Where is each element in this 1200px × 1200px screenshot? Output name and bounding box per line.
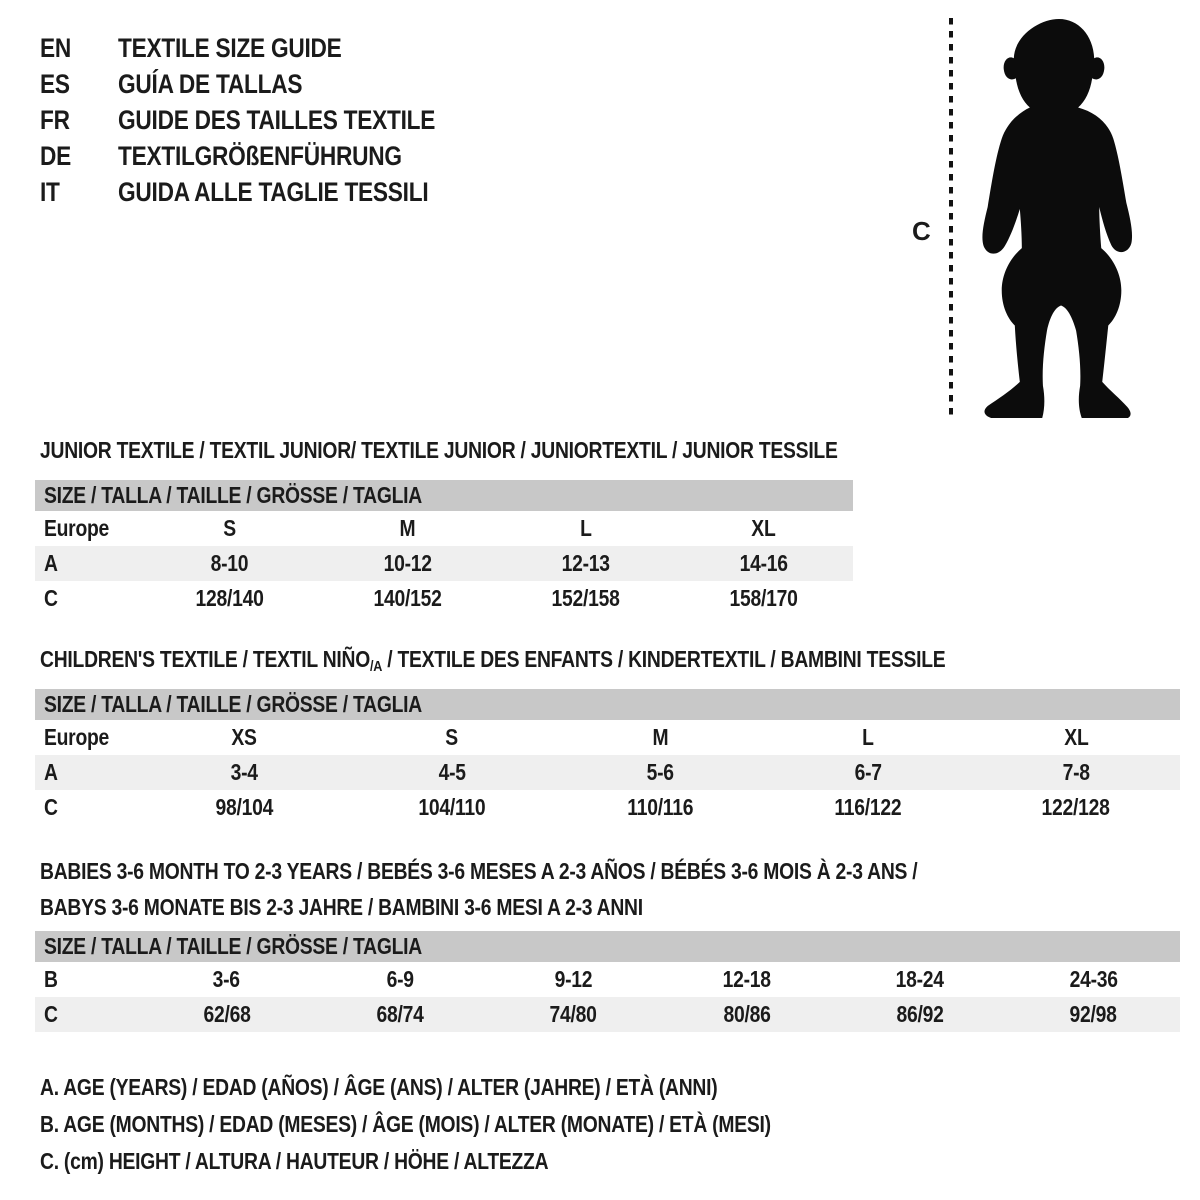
junior-section-title: [40, 436, 990, 464]
size-cell: [764, 724, 972, 751]
cell-value: 18-24: [895, 966, 945, 992]
row-label: B: [44, 966, 58, 992]
cell-value: 140/152: [373, 585, 442, 611]
row-label-cell: [35, 966, 140, 993]
junior-size-table: [35, 480, 853, 616]
children-section-title-text: [40, 645, 945, 681]
cell-value: 3-4: [230, 759, 258, 785]
cell-value: 98/104: [215, 794, 273, 820]
cell-value: 4-5: [438, 759, 466, 785]
height-cm-row: [35, 790, 1180, 825]
row-label: C: [44, 794, 58, 820]
cell-value: 10-12: [383, 550, 432, 576]
value-cell: [140, 759, 348, 786]
value-cell: [140, 550, 318, 577]
cell-value: 14-16: [739, 550, 788, 576]
language-code-text: ES: [40, 68, 70, 99]
value-cell: [1007, 966, 1180, 993]
age-years-row: [35, 755, 1180, 790]
guide-title: [118, 69, 337, 100]
size-name-row: [35, 720, 1180, 755]
row-label-cell: [35, 515, 140, 542]
value-cell: [318, 550, 496, 577]
guide-title-text: TEXTILGRÖßENFÜHRUNG: [118, 140, 402, 171]
region-label: Europe: [44, 724, 110, 750]
size-cell: [497, 515, 675, 542]
babies-title-line2: BABYS 3-6 MONATE BIS 2-3 JAHRE / BAMBINI 3-6 MESI A 2-3 ANNI: [40, 894, 643, 920]
size-cell: [140, 515, 318, 542]
language-code: [40, 105, 118, 136]
size-cell: [675, 515, 853, 542]
legend-line-b: [40, 1106, 910, 1143]
value-cell: [348, 759, 556, 786]
guide-title-text: GUIDA ALLE TAGLIE TESSILI: [118, 176, 429, 207]
value-cell: [764, 759, 972, 786]
cell-value: 128/140: [195, 585, 264, 611]
cell-value: 86/92: [896, 1001, 944, 1027]
value-cell: [348, 794, 556, 821]
height-measure-label: C: [912, 216, 931, 246]
language-row-en: [40, 30, 496, 66]
value-cell: [497, 585, 675, 612]
guide-title: [118, 105, 496, 136]
toddler-silhouette-icon: [963, 16, 1145, 418]
row-label-cell: [35, 550, 140, 577]
height-dashed-line: [946, 16, 956, 418]
language-row-fr: [40, 102, 496, 138]
size-value: XL: [751, 515, 776, 541]
size-value: L: [862, 724, 874, 750]
cell-value: 110/116: [627, 794, 693, 820]
language-code: [40, 141, 118, 172]
children-title-subscript: /A: [370, 658, 383, 675]
size-value: XS: [231, 724, 257, 750]
language-code: [40, 177, 118, 208]
size-header-label: SIZE / TALLA / TAILLE / GRÖSSE / TAGLIA: [44, 933, 422, 959]
size-header-label: SIZE / TALLA / TAILLE / GRÖSSE / TAGLIA: [44, 691, 422, 717]
height-cm-row: [35, 581, 853, 616]
value-cell: [675, 550, 853, 577]
size-value: S: [222, 515, 236, 541]
legend-text-c: C. (cm) HEIGHT / ALTURA / HAUTEUR / HÖHE / ALTEZZA: [40, 1148, 549, 1174]
cell-value: 74/80: [549, 1001, 597, 1027]
value-cell: [140, 585, 318, 612]
size-header-bar: [35, 689, 1180, 720]
cell-value: 6-9: [386, 966, 414, 992]
guide-title: [118, 141, 456, 172]
row-label: A: [44, 550, 58, 576]
value-cell: [1007, 1001, 1180, 1028]
row-label: C: [44, 585, 58, 611]
babies-size-table: [35, 931, 1180, 1032]
children-title-rest: / TEXTILE DES ENFANTS / KINDERTEXTIL / BAMBINI TESSILE: [382, 646, 946, 672]
value-cell: [833, 1001, 1006, 1028]
cell-value: 92/98: [1069, 1001, 1117, 1027]
value-cell: [318, 585, 496, 612]
children-size-table: [35, 689, 1180, 825]
value-cell: [313, 1001, 486, 1028]
value-cell: [660, 966, 833, 993]
size-name-row: [35, 511, 853, 546]
region-label: Europe: [44, 515, 110, 541]
row-label-cell: [35, 794, 140, 821]
cell-value: 62/68: [203, 1001, 251, 1027]
guide-title-text: GUIDE DES TAILLES TEXTILE: [118, 104, 436, 135]
legend-line-c: [40, 1143, 910, 1180]
cell-value: 24-36: [1069, 966, 1118, 992]
legend-text-a: A. AGE (YEARS) / EDAD (AÑOS) / ÂGE (ANS) / ALTER (JAHRE) / ETÀ (ANNI): [40, 1074, 718, 1100]
value-cell: [140, 794, 348, 821]
cell-value: 3-6: [213, 966, 241, 992]
cell-value: 80/86: [723, 1001, 771, 1027]
value-cell: [833, 966, 1006, 993]
guide-title-text: GUÍA DE TALLAS: [118, 68, 303, 99]
size-cell: [972, 724, 1180, 751]
size-cell: [348, 724, 556, 751]
size-value: M: [399, 515, 416, 541]
language-code-text: EN: [40, 32, 72, 63]
cell-value: 68/74: [376, 1001, 424, 1027]
language-code-text: FR: [40, 104, 70, 135]
value-cell: [556, 759, 764, 786]
babies-title-line1: BABIES 3-6 MONTH TO 2-3 YEARS / BEBÉS 3-6 MESES A 2-3 AÑOS / BÉBÉS 3-6 MOIS À 2-3 ANS /: [40, 858, 918, 884]
value-cell: [675, 585, 853, 612]
row-label-cell: [35, 585, 140, 612]
cell-value: 9-12: [554, 966, 593, 992]
guide-title: [118, 177, 488, 208]
cell-value: 152/158: [551, 585, 620, 611]
junior-section-title-text: JUNIOR TEXTILE / TEXTIL JUNIOR/ TEXTILE JUNIOR / JUNIORTEXTIL / JUNIOR TESSILE: [40, 437, 838, 463]
language-row-es: [40, 66, 496, 102]
value-cell: [487, 1001, 660, 1028]
value-cell: [140, 1001, 313, 1028]
legend-text-b: B. AGE (MONTHS) / EDAD (MESES) / ÂGE (MOIS) / ALTER (MONATE) / ETÀ (MESI): [40, 1111, 771, 1137]
row-label-cell: [35, 724, 140, 751]
cell-value: 122/128: [1041, 794, 1111, 820]
language-row-de: [40, 138, 496, 174]
cell-value: 104/110: [418, 794, 486, 820]
language-code-text: DE: [40, 140, 72, 171]
value-cell: [660, 1001, 833, 1028]
cell-value: 8-10: [210, 550, 248, 576]
guide-title-text: TEXTILE SIZE GUIDE: [118, 32, 342, 63]
cell-value: 12-18: [722, 966, 771, 992]
language-code: [40, 33, 118, 64]
age-months-row: [35, 962, 1180, 997]
value-cell: [487, 966, 660, 993]
language-code-text: IT: [40, 176, 60, 207]
children-title-main: CHILDREN'S TEXTILE / TEXTIL NIÑO: [40, 646, 371, 672]
row-label-cell: [35, 1001, 140, 1028]
babies-section-title: [40, 853, 1085, 925]
size-value: M: [652, 724, 668, 750]
size-cell: [318, 515, 496, 542]
height-cm-row: [35, 997, 1180, 1032]
size-value: XL: [1063, 724, 1089, 750]
value-cell: [497, 550, 675, 577]
value-cell: [764, 794, 972, 821]
cell-value: 7-8: [1062, 759, 1090, 785]
language-code: [40, 69, 118, 100]
value-cell: [972, 794, 1180, 821]
cell-value: 158/170: [729, 585, 798, 611]
cell-value: 116/122: [834, 794, 902, 820]
value-cell: [313, 966, 486, 993]
size-cell: [140, 724, 348, 751]
size-cell: [556, 724, 764, 751]
measurement-legend: [40, 1069, 910, 1180]
language-title-list: [40, 30, 496, 210]
size-value: L: [579, 515, 592, 541]
value-cell: [556, 794, 764, 821]
row-label: C: [44, 1001, 58, 1027]
legend-line-a: [40, 1069, 910, 1106]
cell-value: 5-6: [646, 759, 674, 785]
cell-value: 12-13: [561, 550, 610, 576]
size-header-bar: [35, 931, 1180, 962]
cell-value: 6-7: [854, 759, 882, 785]
value-cell: [140, 966, 313, 993]
children-section-title: [40, 645, 1118, 681]
row-label: A: [44, 759, 58, 785]
size-header-bar: [35, 480, 853, 511]
size-value: S: [445, 724, 459, 750]
age-years-row: [35, 546, 853, 581]
guide-title: [118, 33, 384, 64]
language-row-it: [40, 174, 496, 210]
value-cell: [972, 759, 1180, 786]
row-label-cell: [35, 759, 140, 786]
size-header-label: SIZE / TALLA / TAILLE / GRÖSSE / TAGLIA: [44, 482, 422, 508]
